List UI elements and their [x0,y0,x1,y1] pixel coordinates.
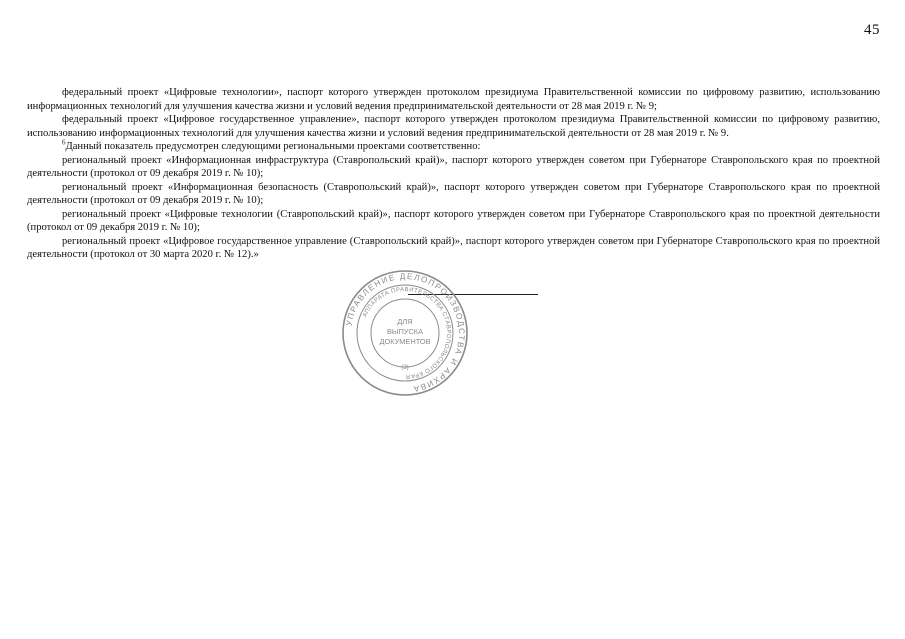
paragraph-text: Данный показатель предусмотрен следующими региональными проектами соответственно: [65,141,481,152]
paragraph-regional-digital-government [27,235,880,262]
paragraph-text: региональный проект «Информационная инфраструктура (Ставропольский край)», паспорт которого утвержден советом при Губернаторе Ставропольского края по проектной деятельности (протокол от 09 декабря 2019 г. № 10); [27,154,880,179]
paragraph-federal-digital-technologies [27,86,880,113]
paragraph-text: региональный проект «Цифровое государственное управление (Ставропольский край)», паспорт которого утвержден советом при Губернаторе Ставропольского края по проектной деятельности (протокол от 30 марта 2020 г. № 12).» [27,235,880,260]
stamp-center-line-1: ДЛЯ [397,317,413,326]
stamp-outer-ring-text: УПРАВЛЕНИЕ ДЕЛОПРОИЗВОДСТВА И АРХИВА [344,271,467,394]
paragraph-text: федеральный проект «Цифровые технологии», паспорт которого утвержден протоколом президиума Правительственной комиссии по цифровому развитию, использованию информационных технологий для улучшения качества жизни и условий ведения предпринимательской деятельности от 28 мая 2019 г. № 9; [27,87,880,112]
page-number: 45 [864,22,880,38]
paragraph-regional-infrastructure [27,154,880,181]
paragraph-footnote-6 [27,140,880,154]
official-seal-stamp [340,268,470,398]
footnote-marker: 6 [62,138,66,147]
paragraph-text: региональный проект «Информационная безопасность (Ставропольский край)», паспорт которого утвержден советом при Губернаторе Ставропольского края по проектной деятельности (протокол от 09 декабря 2019 г. № 10); [27,181,880,206]
paragraph-regional-digital-technologies [27,208,880,235]
stamp-center-line-2: ВЫПУСКА [386,327,424,336]
paragraph-text: региональный проект «Цифровые технологии (Ставропольский край)», паспорт которого утвержден советом при Губернаторе Ставропольского края по проектной деятельности (протокол от 09 декабря 2019 г. № 10); [27,208,880,233]
paragraph-regional-security [27,181,880,208]
paragraph-federal-digital-government [27,113,880,140]
stamp-number: (3) [401,365,409,371]
stamp-center-line-3: ДОКУМЕНТОВ [379,337,431,346]
stamp-inner-ring-text: АППАРАТА ПРАВИТЕЛЬСТВА СТАВРОПОЛЬСКОГО КРАЯ [362,286,452,380]
paragraph-text: федеральный проект «Цифровое государственное управление», паспорт которого утвержден протоколом президиума Правительственной комиссии по цифровому развитию, использованию информационных технологий для улучшения качества жизни и условий ведения предпринимательской деятельности от 28 мая 2019 г. № 9. [27,114,880,139]
document-body [27,86,880,262]
